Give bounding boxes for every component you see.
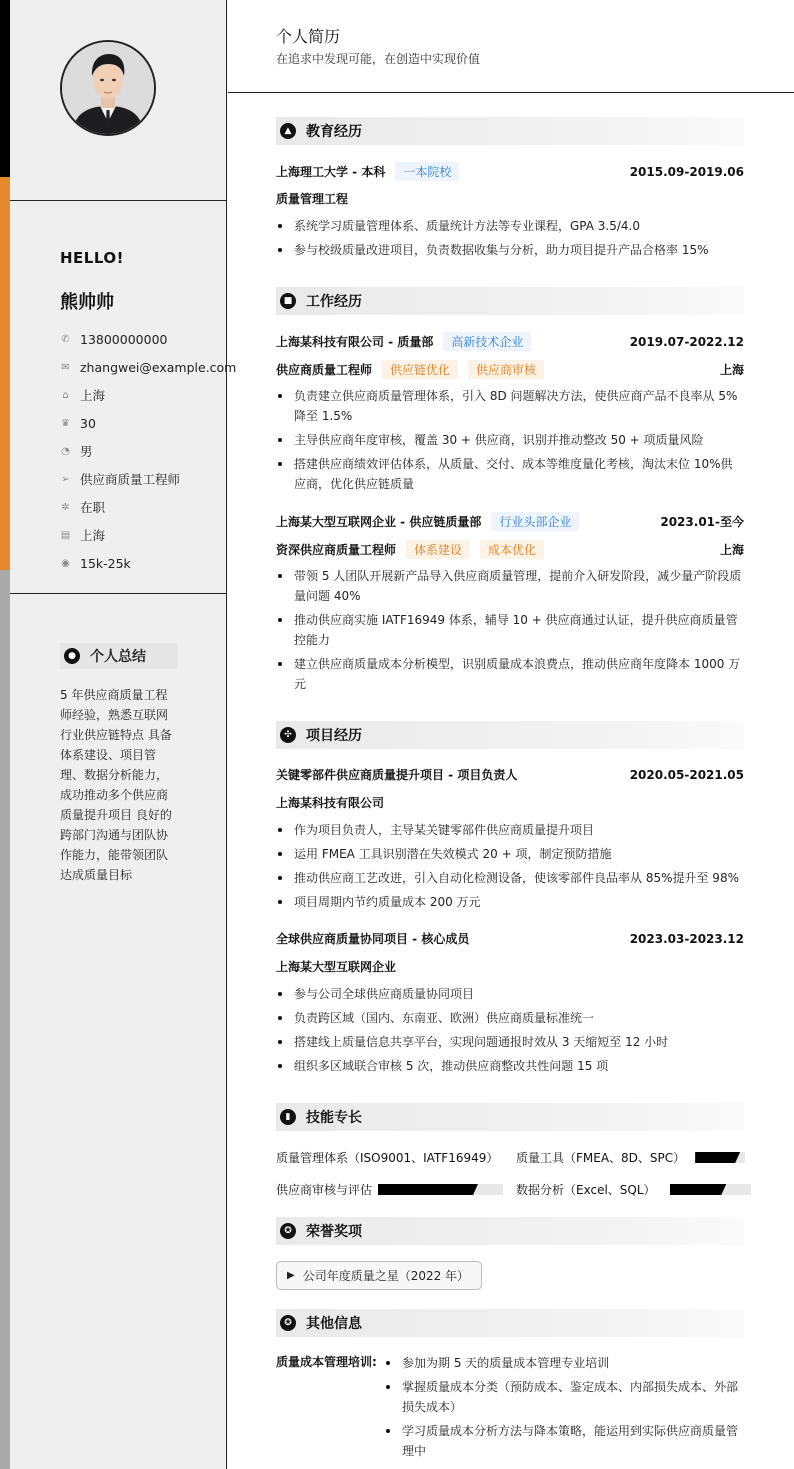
briefcase-icon: ■: [280, 293, 296, 309]
summary-line: 师经验，熟悉互联网: [60, 708, 169, 722]
skill-item: [276, 1149, 498, 1166]
status-icon: ✲: [61, 501, 70, 513]
info-text: 男: [80, 444, 93, 459]
skill-level-fill: [670, 1184, 727, 1195]
project-org: 上海某大型互联网企业: [276, 960, 397, 974]
school-name: 上海理工大学 - 本科: [276, 165, 386, 179]
skill-name: 质量工具（FMEA、8D、SPC）: [516, 1151, 686, 1165]
skill-item: [516, 1181, 751, 1198]
project-period: 2023.03-2023.12: [629, 931, 744, 946]
role-tag: 体系建设: [406, 540, 470, 559]
info-phone: [60, 325, 236, 353]
grid-icon: ✣: [280, 727, 296, 743]
list-item: 组织多区域联合审核 5 次，推动供应商整改共性问题 15 项: [276, 1056, 744, 1076]
job-period: 2019.07-2022.12: [629, 334, 744, 349]
list-item: 搭建供应商绩效评估体系，从质量、交付、成本等维度量化考核，淘汰末位 10%供应商，优化供应链质量: [276, 454, 744, 494]
info-text: zhangwei@example.com: [80, 359, 237, 375]
education-period: 2015.09-2019.06: [629, 164, 744, 179]
summary-line: 达成质量目标: [60, 868, 133, 882]
info-text: 13800000000: [80, 331, 168, 347]
project-name: 全球供应商质量协同项目 - 核心成员: [276, 932, 470, 946]
summary-line: 成功推动多个供应商: [60, 788, 169, 802]
avatar: [60, 40, 156, 136]
project-row: [276, 930, 744, 947]
role-tag: 成本优化: [480, 540, 544, 559]
list-item: 参加为期 5 天的质量成本管理专业培训: [384, 1353, 744, 1373]
person-photo-icon: [62, 42, 154, 134]
project-row: [276, 766, 744, 783]
role-tag: 供应链优化: [382, 360, 458, 379]
section-title: 项目经历: [306, 728, 362, 744]
list-item: 主导供应商年度审核，覆盖 30 + 供应商，识别并推动整改 50 + 项质量风险: [276, 430, 744, 450]
job-role-row: [276, 540, 744, 559]
summary-text: [60, 685, 178, 885]
job-city: 上海: [719, 543, 744, 557]
section-title: 其他信息: [306, 1316, 362, 1332]
project-bullets: [276, 820, 744, 916]
project-name: 关键零部件供应商质量提升项目 - 项目负责人: [276, 768, 518, 782]
user-icon: ●: [64, 648, 80, 664]
rail-black-segment: [0, 0, 10, 177]
salary-icon: ◉: [61, 557, 70, 569]
skill-item: [276, 1181, 503, 1198]
skill-level-bar: [695, 1152, 745, 1163]
skill-name: 供应商审核与评估: [276, 1183, 373, 1197]
job-period: 2023.01-至今: [660, 515, 744, 529]
section-awards-heading: [276, 1217, 744, 1245]
info-text: 在职: [80, 500, 106, 515]
project-org-row: [276, 958, 744, 975]
info-email: [60, 353, 236, 381]
education-major-row: [276, 190, 744, 207]
info-text: 上海: [80, 528, 106, 543]
skill-level-fill: [378, 1184, 478, 1195]
award-icon: ✪: [280, 1315, 296, 1331]
project-period: 2020.05-2021.05: [629, 767, 744, 782]
company-name: 上海某科技有限公司 - 质量部: [276, 335, 434, 349]
job-bullets: [276, 566, 744, 698]
skill-name: 质量管理体系（ISO9001、IATF16949）: [276, 1151, 499, 1165]
summary-heading: [60, 643, 178, 669]
header-divider: [228, 92, 794, 93]
contact-info-list: [60, 325, 236, 577]
award-item[interactable]: [276, 1261, 482, 1290]
section-title: 工作经历: [306, 294, 362, 310]
page-subtitle: 在追求中发现可能，在创造中实现价值: [276, 52, 481, 66]
section-other-heading: [276, 1309, 744, 1337]
info-text: 15k-25k: [80, 555, 131, 571]
graduation-cap-icon: ▲: [280, 123, 296, 139]
info-text: 30: [80, 415, 96, 431]
project-org-row: [276, 794, 744, 811]
summary-line: 作能力，能带领团队: [60, 848, 169, 862]
job-role-row: [276, 360, 744, 379]
project-bullets: [276, 984, 744, 1080]
list-item: 建立供应商质量成本分析模型，识别质量成本浪费点，推动供应商年度降本 1000 万元: [276, 654, 744, 694]
major-name: 质量管理工程: [276, 192, 349, 206]
project-org: 上海某科技有限公司: [276, 796, 385, 810]
list-item: 参与公司全球供应商质量协同项目: [276, 984, 744, 1004]
skill-level-fill: [695, 1152, 740, 1163]
rail-orange-segment: [0, 177, 10, 570]
job-city: 上海: [719, 363, 744, 377]
summary-line: 理、数据分析能力，: [60, 768, 169, 782]
mail-icon: ✉: [61, 361, 70, 373]
other-label: 质量成本管理培训:: [276, 1355, 377, 1369]
main-content: [228, 0, 794, 1469]
list-item: 系统学习质量管理体系、质量统计方法等专业课程，GPA 3.5/4.0: [276, 216, 744, 236]
summary-title: 个人总结: [90, 649, 146, 665]
section-projects-heading: [276, 721, 744, 749]
summary-line: 5 年供应商质量工程: [60, 688, 168, 702]
info-age: [60, 409, 236, 437]
list-item: 负责跨区域（国内、东南亚、欧洲）供应商质量标准统一: [276, 1008, 744, 1028]
sidebar: [10, 0, 237, 1469]
company-name: 上海某大型互联网企业 - 供应链质量部: [276, 515, 482, 529]
play-triangle-icon: ▶: [287, 1270, 295, 1281]
school-tag: 一本院校: [395, 162, 459, 181]
info-text: 上海: [80, 388, 106, 403]
company-tag: 高新技术企业: [443, 332, 531, 351]
list-item: 搭建线上质量信息共享平台，实现问题通报时效从 3 天缩短至 12 小时: [276, 1032, 744, 1052]
rail-gray-segment: [0, 570, 10, 1469]
job-role: 资深供应商质量工程师: [276, 543, 397, 557]
section-title: 教育经历: [306, 124, 362, 140]
section-skills-heading: [276, 1103, 744, 1131]
list-item: 推动供应商实施 IATF16949 体系，辅导 10 + 供应商通过认证，提升供应商质量管控能力: [276, 610, 744, 650]
phone-icon: ✆: [61, 333, 70, 345]
color-rail: [0, 0, 10, 1469]
profile-name: 熊帅帅: [60, 292, 114, 313]
info-text: 供应商质量工程师: [80, 472, 181, 487]
company-tag: 行业头部企业: [491, 512, 579, 531]
list-item: 推动供应商工艺改进，引入自动化检测设备，使该零部件良品率从 85%提升至 98%: [276, 868, 744, 888]
skill-item: [516, 1149, 745, 1166]
list-item: 项目周期内节约质量成本 200 万元: [276, 892, 744, 912]
gender-icon: ◔: [61, 445, 70, 457]
info-salary: [60, 549, 236, 577]
section-title: 荣誉奖项: [306, 1224, 362, 1240]
section-education-heading: [276, 117, 744, 145]
section-work-heading: [276, 287, 744, 315]
summary-line: 行业供应链特点 具备: [60, 728, 172, 742]
home-icon: ⌂: [62, 389, 69, 401]
sidebar-divider: [10, 593, 227, 594]
job-bullets: [276, 386, 744, 498]
skill-level-bar: [670, 1184, 751, 1195]
list-item: 掌握质量成本分类（预防成本、鉴定成本、内部损失成本、外部损失成本）: [384, 1377, 744, 1417]
skill-level-bar: [378, 1184, 503, 1195]
list-item: 带领 5 人团队开展新产品导入供应商质量管理，提前介入研发阶段，减少量产阶段质量问题 40%: [276, 566, 744, 606]
summary-line: 跨部门沟通与团队协: [60, 828, 169, 842]
section-title: 技能专长: [306, 1110, 362, 1126]
hello-heading: HELLO!: [60, 249, 124, 267]
info-status: [60, 493, 236, 521]
list-item: 负责建立供应商质量管理体系，引入 8D 问题解决方法，使供应商产品不良率从 5% 降至 1.5%: [276, 386, 744, 426]
age-icon: ♛: [61, 417, 70, 429]
award-text: 公司年度质量之星（2022 年）: [302, 1269, 470, 1283]
list-item: 参与校级质量改进项目，负责数据收集与分析，助力项目提升产品合格率 15%: [276, 240, 744, 260]
info-gender: [60, 437, 236, 465]
info-city: [60, 521, 236, 549]
job-role: 供应商质量工程师: [276, 363, 373, 377]
role-tag: 供应商审核: [468, 360, 544, 379]
info-location: [60, 381, 236, 409]
skill-name: 数据分析（Excel、SQL）: [516, 1183, 656, 1197]
award-icon: ✪: [280, 1223, 296, 1239]
building-icon: ▤: [60, 529, 71, 541]
list-item: 学习质量成本分析方法与降本策略，能运用到实际供应商质量管理中: [384, 1421, 744, 1461]
job-company-row: [276, 512, 744, 531]
info-position: [60, 465, 236, 493]
summary-line: 质量提升项目 良好的: [60, 808, 172, 822]
education-row: [276, 162, 744, 181]
page-title: 个人简历: [276, 27, 341, 46]
job-company-row: [276, 332, 744, 351]
list-item: 作为项目负责人，主导某关键零部件供应商质量提升项目: [276, 820, 744, 840]
bar-chart-icon: ▮: [280, 1109, 296, 1125]
list-item: 运用 FMEA 工具识别潜在失效模式 20 + 项，制定预防措施: [276, 844, 744, 864]
education-bullets: [276, 216, 744, 264]
other-bullets: [384, 1353, 744, 1465]
summary-line: 体系建设、项目管: [60, 748, 157, 762]
send-icon: ➢: [61, 473, 70, 485]
sidebar-divider: [10, 200, 227, 201]
